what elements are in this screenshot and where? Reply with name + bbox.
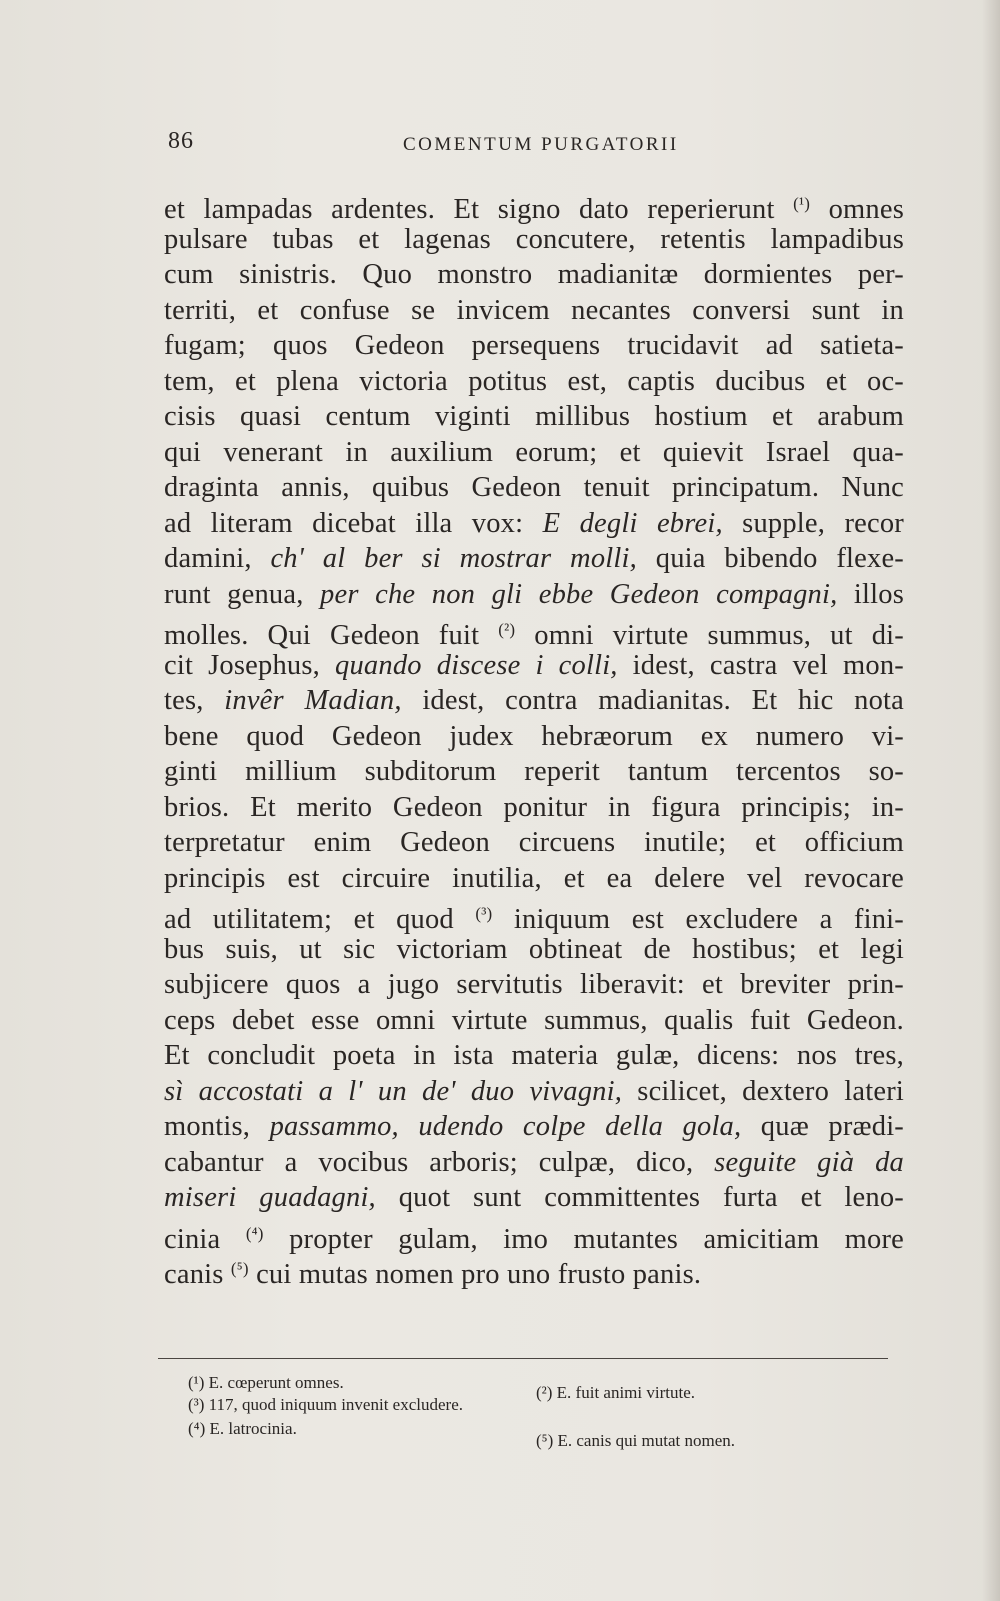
italic-quote: seguite già da	[714, 1146, 904, 1178]
text-segment: omni virtute summus, ut di-	[515, 620, 904, 651]
italic-quote: quando discese i colli,	[335, 649, 618, 681]
text-line	[164, 1251, 904, 1290]
text-line	[164, 648, 904, 684]
text-segment: montis,	[164, 1111, 270, 1142]
text-segment: tem, et plena victoria potitus est, captis ducibus et oc-	[164, 365, 904, 397]
text-segment: bene quod Gedeon judex hebræorum ex numero vi-	[164, 720, 904, 752]
text-line	[164, 541, 904, 577]
text-line	[164, 1180, 904, 1216]
text-segment: molles. Qui Gedeon fuit	[164, 620, 499, 651]
body-text	[164, 186, 905, 1290]
footnote-reference: (⁵)	[230, 1259, 249, 1278]
text-line	[164, 1003, 904, 1039]
text-segment: quia bibendo flexe-	[636, 543, 904, 574]
italic-quote: ch' al ber si mostrar molli,	[270, 543, 637, 574]
text-segment: scilicet, dextero lateri	[622, 1075, 905, 1107]
page-number: 86	[168, 128, 194, 154]
text-segment: idest, contra madianitas. Et hic nota	[401, 685, 904, 716]
text-segment: quæ prædi-	[741, 1111, 904, 1142]
text-segment: canis	[164, 1259, 231, 1290]
text-line	[164, 683, 904, 719]
text-line	[164, 186, 905, 225]
text-segment: subjicere quos a jugo servitutis liberavit: et breviter prin-	[164, 969, 904, 1000]
footnote-text: E. fuit animi virtute.	[556, 1383, 696, 1402]
text-line	[164, 1145, 904, 1181]
text-line	[164, 754, 904, 790]
text-segment: territi, et confuse se invicem necantes conversi sunt in	[164, 294, 904, 326]
footnote-3	[188, 1394, 463, 1416]
text-segment: draginta annis, quibus Gedeon tenuit principatum. Nunc	[164, 472, 904, 503]
text-line	[164, 364, 904, 400]
text-segment: quot sunt committentes furta et leno-	[375, 1182, 904, 1213]
footnote-1	[188, 1372, 344, 1394]
text-segment: iniquum est excludere a fini-	[492, 904, 904, 935]
text-segment: brios. Et merito Gedeon ponitur in figura principis; in-	[164, 791, 904, 823]
footnote-mark: (²)	[536, 1383, 553, 1402]
text-line	[164, 790, 904, 826]
text-segment: bus suis, ut sic victoriam obtineat de hostibus; et legi	[164, 933, 904, 965]
italic-quote: miseri guadagni,	[164, 1182, 376, 1213]
footnote-reference: (²)	[498, 620, 516, 639]
text-segment: terpretatur enim Gedeon circuens inutile; et officium	[164, 827, 904, 858]
text-segment: cum sinistris. Quo monstro madianitæ dormientes per-	[164, 259, 904, 290]
text-segment: damini,	[164, 543, 271, 574]
text-segment: ceps debet esse omni virtute summus, qualis fuit Gedeon.	[164, 1004, 904, 1036]
text-segment: et lampadas ardentes. Et signo dato reperierunt	[164, 194, 794, 225]
text-line	[164, 967, 904, 1003]
text-line	[164, 470, 904, 506]
italic-quote: passammo, udendo colpe della gola,	[269, 1111, 742, 1142]
text-line	[164, 1074, 904, 1110]
footnote-rule	[158, 1358, 888, 1359]
italic-quote: per che non gli ebbe Gedeon compagni,	[320, 578, 838, 610]
footnote-4	[188, 1418, 297, 1440]
text-segment: principis est circuire inutilia, et ea delere vel revocare	[164, 862, 904, 894]
text-segment: tes,	[164, 685, 225, 716]
text-segment: cinia	[164, 1223, 246, 1255]
text-segment: ad utilitatem; et quod	[164, 904, 476, 935]
text-segment: fugam; quos Gedeon persequens trucidavit ad satieta-	[164, 330, 904, 361]
text-line	[164, 825, 904, 861]
text-line	[164, 293, 904, 329]
footnote-mark: (¹)	[188, 1373, 205, 1392]
footnote-5	[536, 1430, 735, 1452]
text-segment: cit Josephus,	[164, 649, 336, 681]
text-segment: omnes	[810, 194, 905, 225]
footnote-mark: (⁵)	[536, 1431, 554, 1450]
footnote-mark: (³)	[188, 1395, 205, 1414]
text-line	[164, 222, 904, 258]
text-line	[164, 1109, 904, 1145]
footnote-text: E. canis qui mutat nomen.	[557, 1431, 736, 1450]
text-segment: pulsare tubas et lagenas concutere, retentis lampadibus	[164, 223, 904, 255]
text-segment: idest, castra vel mon-	[617, 649, 904, 681]
text-line	[164, 612, 904, 651]
text-segment: Et concludit poeta in ista materia gulæ, dicens: nos tres,	[164, 1040, 904, 1071]
text-line	[164, 719, 904, 755]
italic-quote: sì accostati a l' un de' duo vivagni,	[164, 1075, 623, 1107]
footnote-reference: (⁴)	[245, 1223, 264, 1243]
text-segment: cabantur a vocibus arboris; culpæ, dico,	[164, 1146, 715, 1178]
footnote-reference: (¹)	[793, 194, 811, 213]
text-line	[164, 506, 904, 542]
footnote-reference: (³)	[475, 904, 493, 923]
text-segment: propter gulam, imo mutantes amicitiam more	[263, 1223, 904, 1255]
text-segment: cui mutas nomen pro uno frusto panis.	[248, 1259, 702, 1290]
text-segment: ad literam dicebat illa vox:	[164, 507, 543, 539]
page-edge-shadow	[982, 0, 1000, 1601]
text-line	[164, 1038, 904, 1074]
text-line	[164, 399, 904, 435]
text-line	[164, 896, 904, 935]
footnote-text: 117, quod iniquum invenit excludere.	[208, 1395, 463, 1414]
footnote-2	[536, 1382, 695, 1404]
italic-quote: E degli ebrei,	[542, 507, 723, 539]
footnote-text: E. latrocinia.	[209, 1419, 297, 1438]
text-line	[164, 328, 904, 364]
running-title: COMENTUM PURGATORII	[403, 134, 679, 155]
text-line	[164, 577, 904, 613]
footnote-text: E. cœperunt omnes.	[208, 1373, 344, 1392]
page-header	[168, 128, 888, 162]
text-line	[164, 861, 904, 897]
footnote-mark: (⁴)	[188, 1419, 206, 1438]
italic-quote: invêr Madian,	[224, 685, 402, 716]
text-segment: runt genua,	[164, 578, 321, 610]
text-segment: supple, recor	[722, 507, 904, 539]
text-line	[164, 435, 904, 471]
text-line	[164, 1216, 904, 1255]
text-segment: qui venerant in auxilium eorum; et quievit Israel qua-	[164, 436, 904, 468]
text-segment: cisis quasi centum viginti millibus hostium et arabum	[164, 401, 904, 432]
text-segment: ginti millium subditorum reperit tantum tercentos so-	[164, 756, 904, 787]
text-line	[164, 932, 904, 968]
text-segment: illos	[837, 578, 905, 610]
text-line	[164, 257, 904, 293]
